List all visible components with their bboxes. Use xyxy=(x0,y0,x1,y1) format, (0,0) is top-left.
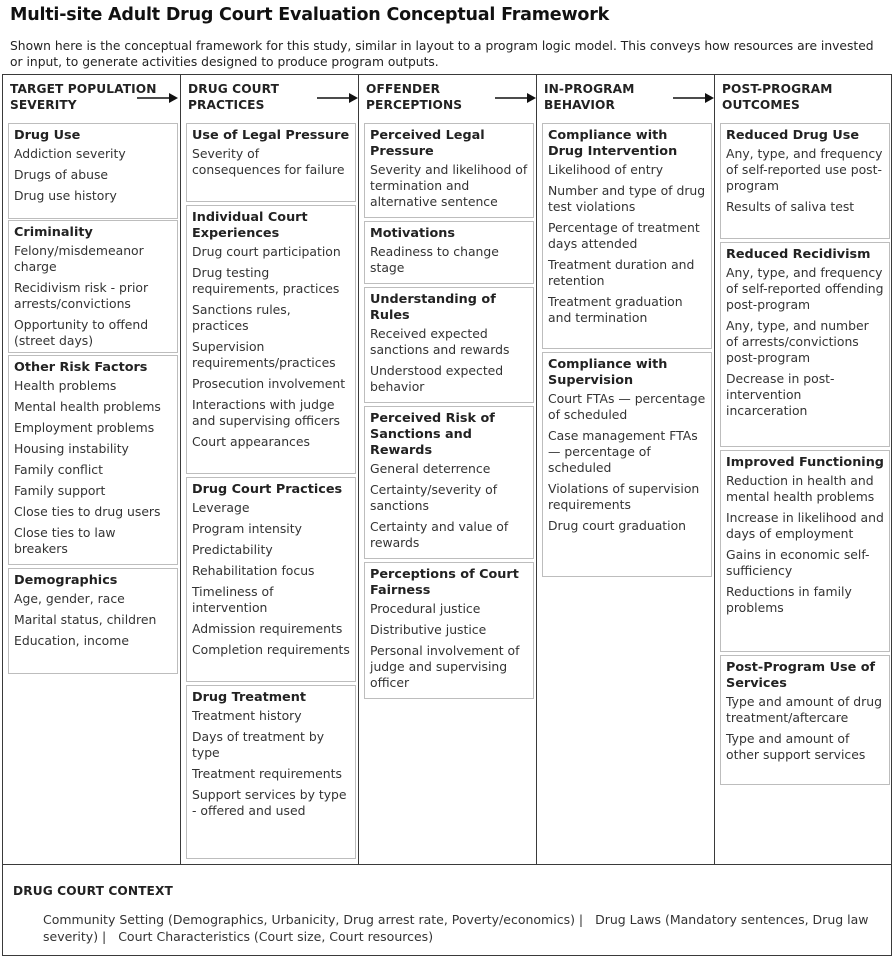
factor-item: Treatment duration and retention xyxy=(548,257,695,288)
factor-item: Severity of consequences for failure xyxy=(192,146,345,177)
context-body xyxy=(43,912,873,945)
factor-box xyxy=(8,123,178,219)
factor-item: Increase in likelihood and days of employment xyxy=(726,510,884,541)
factor-item: Court appearances xyxy=(192,434,310,449)
intro-paragraph: Shown here is the conceptual framework for this study, similar in layout to a program logic model. This conveys how resources are invested or input, to generate activities designed to produce program outputs. xyxy=(10,39,874,69)
factor-item: Type and amount of other support services xyxy=(726,731,866,762)
factor-item: Predictability xyxy=(192,542,273,557)
factor-item: Distributive justice xyxy=(370,622,487,637)
factor-box xyxy=(720,242,890,447)
factor-box-title: Drug Court Practices xyxy=(192,482,343,497)
factor-box xyxy=(186,123,356,202)
column-4 xyxy=(715,75,892,864)
factor-item: Results of saliva test xyxy=(726,199,855,214)
factor-box xyxy=(364,562,534,699)
arrow-right-icon xyxy=(317,92,359,104)
factor-item: Violations of supervision requirements xyxy=(548,481,700,512)
factor-item: Case management FTAs — percentage of scheduled xyxy=(548,428,698,475)
factor-item: Days of treatment by type xyxy=(192,729,325,760)
column-heading-line: POST-PROGRAM xyxy=(722,82,833,96)
column-heading-line: OFFENDER xyxy=(366,82,441,96)
factor-item: Gains in economic self-sufficiency xyxy=(726,547,870,578)
factor-box xyxy=(364,406,534,559)
factor-box xyxy=(364,123,534,218)
factor-box xyxy=(364,287,534,403)
column-heading-line: IN-PROGRAM xyxy=(544,82,635,96)
factor-box xyxy=(186,477,356,682)
factor-item: Support services by type - offered and used xyxy=(192,787,347,818)
factor-item: Number and type of drug test violations xyxy=(548,183,706,214)
factor-box-title: Perceptions of Court Fairness xyxy=(370,567,519,598)
factor-box-title: Demographics xyxy=(14,573,118,588)
arrow-right-icon xyxy=(673,92,715,104)
factor-item: Certainty/severity of sanctions xyxy=(370,482,498,513)
factor-item: Family conflict xyxy=(14,462,103,477)
column-heading xyxy=(366,82,462,113)
column-heading xyxy=(188,82,279,113)
context-item: Community Setting (Demographics, Urbanicity, Drug arrest rate, Poverty/economics) xyxy=(43,912,575,927)
factor-item: Opportunity to offend (street days) xyxy=(14,317,149,348)
context-item: Court Characteristics (Court size, Court resources) xyxy=(118,928,434,944)
factor-box-title: Compliance with Supervision xyxy=(548,357,668,388)
factor-box-title: Improved Functioning xyxy=(726,455,884,470)
factor-item: Certainty and value of rewards xyxy=(370,519,509,550)
factor-box-title: Perceived Risk of Sanctions and Rewards xyxy=(370,411,495,458)
factor-item: Health problems xyxy=(14,378,117,393)
factor-item: Education, income xyxy=(14,633,129,648)
arrow-right-icon xyxy=(495,92,537,104)
factor-box-title: Use of Legal Pressure xyxy=(192,128,350,143)
factor-box xyxy=(542,123,712,349)
factor-item: Leverage xyxy=(192,500,250,515)
factor-item: Procedural justice xyxy=(370,601,481,616)
column-heading-line: OUTCOMES xyxy=(722,97,800,112)
factor-box-title: Drug Use xyxy=(14,128,81,143)
column-heading xyxy=(544,82,634,113)
context-item: Drug Laws (Mandatory sentences, Drug law severity) xyxy=(43,912,869,944)
factor-item: Any, type, and frequency of self-reported offending post-program xyxy=(726,265,884,312)
context-divider xyxy=(3,864,891,865)
factor-item: Severity and likelihood of termination and alternative sentence xyxy=(370,162,528,209)
factor-item: Family support xyxy=(14,483,106,498)
factor-item: Personal involvement of judge and supervising officer xyxy=(370,643,520,690)
column-2 xyxy=(359,75,536,864)
factor-box-title: Perceived Legal Pressure xyxy=(370,128,485,159)
factor-box xyxy=(720,123,890,239)
factor-item: Supervision requirements/practices xyxy=(192,339,336,370)
context-separator: | xyxy=(98,928,119,944)
factor-box-title: Compliance with Drug Intervention xyxy=(548,128,678,159)
factor-item: Mental health problems xyxy=(14,399,161,414)
factor-item: Readiness to change stage xyxy=(370,244,499,275)
factor-item: Percentage of treatment days attended xyxy=(548,220,700,251)
factor-box xyxy=(186,685,356,859)
factor-box-title: Post-Program Use of Services xyxy=(726,660,876,691)
factor-item: Type and amount of drug treatment/aftercare xyxy=(726,694,882,725)
column-heading-line: BEHAVIOR xyxy=(544,97,615,112)
column-heading-line: SEVERITY xyxy=(10,97,77,112)
factor-box-title: Other Risk Factors xyxy=(14,360,148,375)
context-separator: | xyxy=(574,912,596,927)
factor-box xyxy=(720,655,890,785)
page-title: Multi-site Adult Drug Court Evaluation Conceptual Framework xyxy=(10,5,610,25)
column-heading-line: PERCEPTIONS xyxy=(366,97,463,112)
factor-item: Drug court graduation xyxy=(548,518,687,533)
column-0 xyxy=(3,75,180,864)
factor-item: Admission requirements xyxy=(192,621,343,636)
column-heading xyxy=(10,82,157,113)
factor-item: Timeliness of intervention xyxy=(192,584,274,615)
factor-item: Treatment requirements xyxy=(192,766,342,781)
arrow-right-icon xyxy=(137,92,179,104)
factor-item: Reductions in family problems xyxy=(726,584,852,615)
factor-box-title: Drug Treatment xyxy=(192,690,306,705)
factor-item: Prosecution involvement xyxy=(192,376,346,391)
factor-item: Understood expected behavior xyxy=(370,363,504,394)
factor-item: Age, gender, race xyxy=(14,591,125,606)
factor-item: Interactions with judge and supervising officers xyxy=(192,397,341,428)
factor-item: Employment problems xyxy=(14,420,155,435)
factor-item: Received expected sanctions and rewards xyxy=(370,326,510,357)
factor-item: Reduction in health and mental health problems xyxy=(726,473,875,504)
column-1 xyxy=(181,75,358,864)
factor-item: Close ties to drug users xyxy=(14,504,161,519)
factor-box-title: Reduced Drug Use xyxy=(726,128,860,143)
factor-item: Marital status, children xyxy=(14,612,157,627)
context-heading: DRUG COURT CONTEXT xyxy=(13,884,173,898)
factor-item: Program intensity xyxy=(192,521,302,536)
factor-item: Treatment history xyxy=(192,708,302,723)
factor-item: Any, type, and number of arrests/convictions post-program xyxy=(726,318,869,365)
factor-item: Rehabilitation focus xyxy=(192,563,315,578)
factor-box-title: Understanding of Rules xyxy=(370,292,496,323)
factor-box xyxy=(8,220,178,353)
factor-item: Completion requirements xyxy=(192,642,350,657)
column-3 xyxy=(537,75,714,864)
factor-box-title: Individual Court Experiences xyxy=(192,210,308,241)
factor-box-title: Reduced Recidivism xyxy=(726,247,871,262)
factor-box xyxy=(8,568,178,674)
column-heading-line: TARGET POPULATION xyxy=(10,82,157,96)
factor-item: Drug testing requirements, practices xyxy=(192,265,340,296)
factor-item: Sanctions rules, practices xyxy=(192,302,291,333)
factor-item: Felony/misdemeanor charge xyxy=(14,243,144,274)
factor-box-title: Criminality xyxy=(14,225,93,240)
factor-item: Treatment graduation and termination xyxy=(548,294,683,325)
factor-item: Close ties to law breakers xyxy=(14,525,116,556)
column-heading-line: DRUG COURT xyxy=(188,82,279,96)
factor-box-title: Motivations xyxy=(370,226,456,241)
factor-box xyxy=(364,221,534,284)
factor-item: Drug use history xyxy=(14,188,117,203)
factor-box xyxy=(542,352,712,577)
factor-item: Decrease in post-intervention incarceration xyxy=(726,371,835,418)
column-heading-line: PRACTICES xyxy=(188,97,265,112)
factor-item: Housing instability xyxy=(14,441,129,456)
column-heading xyxy=(722,82,832,113)
factor-item: Addiction severity xyxy=(14,146,126,161)
factor-item: Any, type, and frequency of self-reported use post-program xyxy=(726,146,883,193)
factor-box xyxy=(186,205,356,474)
factor-item: Recidivism risk - prior arrests/convictions xyxy=(14,280,149,311)
factor-item: General deterrence xyxy=(370,461,491,476)
factor-box xyxy=(8,355,178,565)
factor-item: Drugs of abuse xyxy=(14,167,109,182)
factor-item: Likelihood of entry xyxy=(548,162,664,177)
factor-item: Court FTAs — percentage of scheduled xyxy=(548,391,706,422)
factor-box xyxy=(720,450,890,652)
factor-item: Drug court participation xyxy=(192,244,341,259)
